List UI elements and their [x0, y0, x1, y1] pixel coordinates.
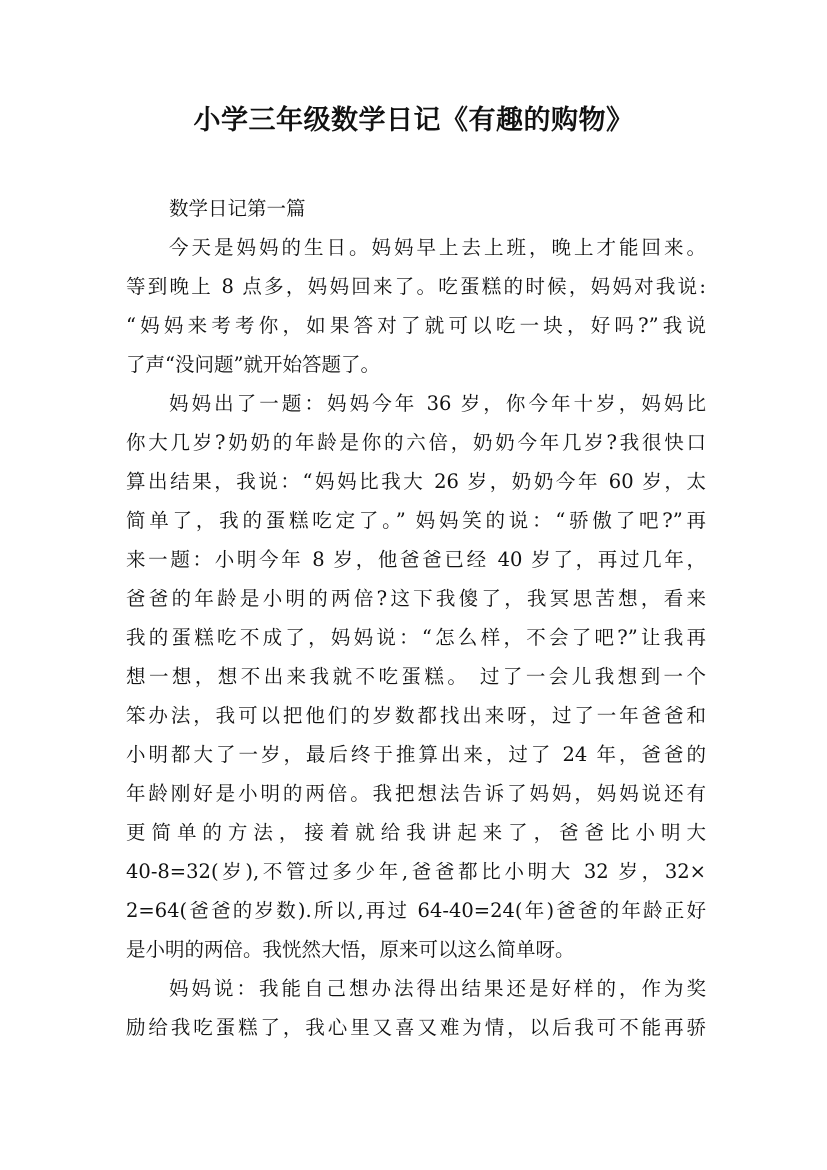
- paragraph-2-line: 爸爸的年龄是小明的两倍?这下我傻了，我冥思苦想，看来: [126, 587, 706, 610]
- paragraph-2-line: 年龄刚好是小明的两倍。我把想法告诉了妈妈，妈妈说还有: [126, 782, 706, 805]
- paragraph-2-line: 想一想，想不出来我就不吃蛋糕。 过了一会儿我想到一个: [126, 665, 706, 688]
- paragraph-2-line: 2=64(爸爸的岁数).所以,再过 64-40=24(年)爸爸的年龄正好: [126, 899, 706, 922]
- paragraph-2-line: 你大几岁?奶奶的年龄是你的六倍，奶奶今年几岁?我很快口: [126, 431, 706, 454]
- paragraph-2-line: 来一题：小明今年 8 岁，他爸爸已经 40 岁了，再过几年，: [126, 548, 706, 571]
- paragraph-2-line: 是小明的两倍。我恍然大悟，原来可以这么简单呀。: [126, 938, 575, 961]
- page-title: 小学三年级数学日记《有趣的购物》: [193, 105, 634, 136]
- paragraph-1-line: 了声“没问题”就开始答题了。: [126, 353, 380, 376]
- paragraph-2-line: 40-8=32(岁),不管过多少年,爸爸都比小明大 32 岁，32×: [126, 860, 706, 883]
- paragraph-2-line: 妈妈出了一题：妈妈今年 36 岁，你今年十岁，妈妈比: [169, 392, 706, 415]
- section-heading: 数学日记第一篇: [169, 197, 306, 220]
- paragraph-2-line: 算出结果，我说：“妈妈比我大 26 岁，奶奶今年 60 岁，太: [126, 470, 706, 493]
- paragraph-1-line: “妈妈来考考你，如果答对了就可以吃一块，好吗?”我说: [126, 314, 706, 337]
- paragraph-1-line: 等到晚上 8 点多，妈妈回来了。吃蛋糕的时候，妈妈对我说:: [126, 275, 706, 298]
- paragraph-2-line: 笨办法，我可以把他们的岁数都找出来呀，过了一年爸爸和: [126, 704, 706, 727]
- paragraph-1-line: 今天是妈妈的生日。妈妈早上去上班，晚上才能回来。: [169, 236, 706, 259]
- paragraph-2-line: 更简单的方法，接着就给我讲起来了，爸爸比小明大: [126, 821, 706, 844]
- paragraph-3-line: 励给我吃蛋糕了，我心里又喜又难为情，以后我可不能再骄: [126, 1016, 706, 1039]
- paragraph-3-line: 妈妈说：我能自己想办法得出结果还是好样的，作为奖: [169, 977, 706, 1000]
- article-body: [126, 189, 706, 1047]
- paragraph-2-line: 我的蛋糕吃不成了，妈妈说：“怎么样，不会了吧?”让我再: [126, 626, 706, 649]
- paragraph-2-line: 简单了，我的蛋糕吃定了。” 妈妈笑的说：“骄傲了吧?”再: [126, 509, 706, 532]
- paragraph-2-line: 小明都大了一岁，最后终于推算出来，过了 24 年，爸爸的: [126, 743, 706, 766]
